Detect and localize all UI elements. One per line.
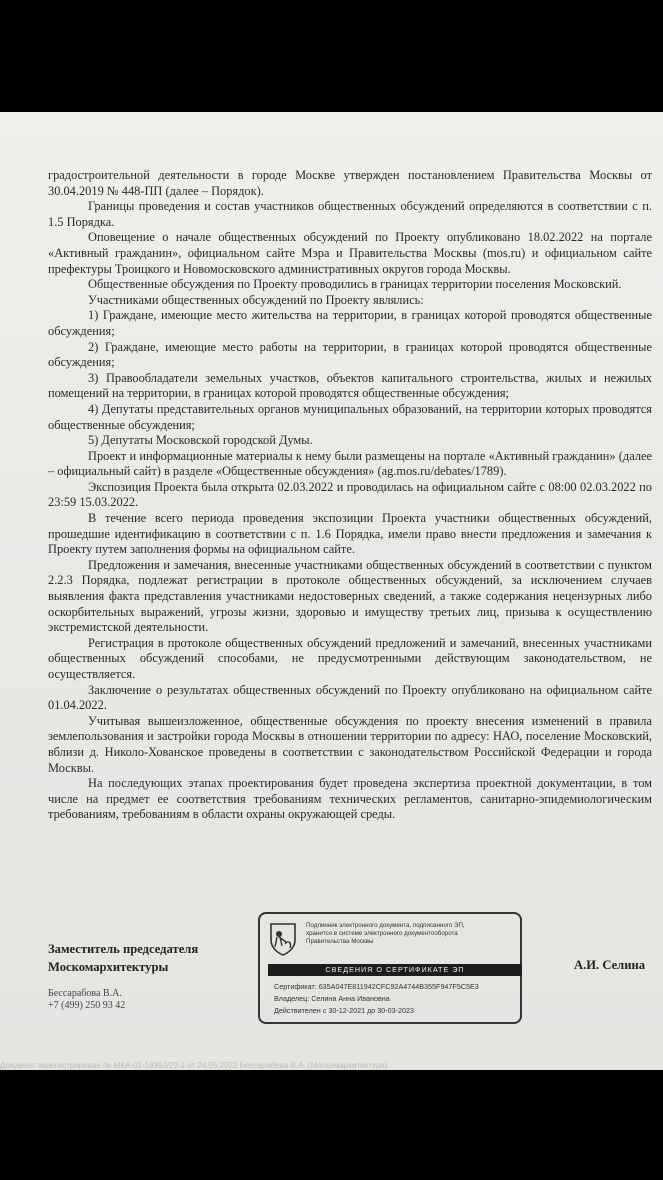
certificate-header: СВЕДЕНИЯ О СЕРТИФИКАТЕ ЭП: [268, 964, 522, 976]
paragraph: Проект и информационные материалы к нему были размещены на портале «Активный гражданин» (далее – официальный сайт) в разделе «Общественные обсуждения» (ag.mos.ru/debates/1789).: [48, 448, 652, 479]
paragraph: Экспозиция Проекта была открыта 02.03.2022 и проводилась на официальном сайте с 08:00 02.03.2022 по 23:59 15.03.2022.: [48, 479, 652, 510]
signer-organization: Москомархитектуры: [48, 960, 169, 974]
executor-name: Бессарабова В.А.: [48, 988, 122, 999]
certificate-validity: Действителен с 30-12-2021 до 30-03-2023: [274, 1006, 415, 1015]
paragraph: Участниками общественных обсуждений по Проекту являлись:: [88, 292, 424, 307]
document-page: [0, 112, 663, 1070]
paragraph: Регистрация в протоколе общественных обсуждений предложений и замечаний, внесенных участниками общественных обсуждений способами, не предусмотренными действующим законодательством, не осуществляется.: [48, 635, 652, 681]
executor-phone: +7 (499) 250 93 42: [48, 1000, 126, 1011]
signer-name: А.И. Селина: [574, 958, 646, 972]
paragraph: Учитывая вышеизложенное, общественные обсуждения по проекту внесения изменений в правила землепользования и застройки города Москвы в отношении территории по адресу: НАО, поселение Московский, вблизи д. Николо-Хованское проведены в соответствии с законодательством Российской Федерации и города Москвы.: [48, 713, 652, 775]
list-item: 2) Граждане, имеющие место работы на территории, в границах которой проводятся общественные обсуждения;: [48, 339, 652, 370]
moscow-coat-of-arms-icon: [268, 922, 298, 956]
paragraph: градостроительной деятельности в городе Москве утвержден постановлением Правительства Москвы от 30.04.2019 № 448-ПП (далее – Порядок).: [48, 168, 652, 198]
certificate-number: Сертификат: 635A047E811942CFC92A4744B355F947F5C5E3: [274, 982, 479, 991]
list-item: 1) Граждане, имеющие место жительства на территории, в границах которой проводятся общественные обсуждения;: [48, 308, 652, 338]
stamp-note: Подлинник электронного документа, подписанного ЭП, хранится в системе электронного документооборота Правительства Москвы: [306, 922, 465, 946]
paragraph: Оповещение о начале общественных обсуждений по Проекту опубликовано 18.02.2022 на портале «Активный гражданин», официальном сайте Мэра и Правительства Москвы (mos.ru) и официальном сайте префектуры Троицкого и Новомосковского административных округов города Москвы.: [48, 230, 652, 276]
document-body: [48, 168, 652, 823]
certificate-owner: Владелец: Селина Анна Ивановна: [274, 994, 390, 1003]
list-item: 3) Правообладатели земельных участков, объектов капитального строительства, жилых и нежилых помещений на территории, в границах которой проводятся общественные обсуждения;: [48, 370, 652, 401]
paragraph: Границы проведения и состав участников общественных обсуждений определяются в соответствии с п. 1.5 Порядка.: [48, 199, 652, 229]
paragraph: Заключение о результатах общественных обсуждений по Проекту опубликовано на официальном сайте 01.04.2022.: [48, 682, 652, 713]
list-item: 5) Депутаты Московской городской Думы.: [88, 433, 313, 448]
executor-info: [48, 988, 125, 1012]
paragraph: На последующих этапах проектирования будет проведена экспертиза проектной документации, в том числе на предмет ее соответствия требованиям технических регламентов, санитарно-эпидемиологическим требованиям, требованиям в области охраны окружающей среды.: [48, 776, 652, 822]
signer-position: [48, 940, 198, 976]
signer-position-line: Заместитель председателя: [48, 942, 199, 956]
paragraph: В течение всего периода проведения экспозиции Проекта участники общественных обсуждений, прошедшие идентификацию в соответствии с п. 1.6 Порядка, имели право внести предложения и замечания к Проекту путем заполнения формы на официальном сайте.: [48, 511, 652, 557]
registration-footer: Документ зарегистрирован № МКА-02-19392/22-1 от 24.05.2022 Бессарабова В.А. (Москомархитектура): [0, 1062, 388, 1070]
e-signature-stamp: [258, 912, 522, 1024]
list-item: 4) Депутаты представительных органов муниципальных образований, на территории которых проводятся общественные обсуждения;: [48, 401, 652, 432]
paragraph: Общественные обсуждения по Проекту проводились в границах территории поселения Московский.: [88, 277, 622, 292]
paragraph: Предложения и замечания, внесенные участниками общественных обсуждений в соответствии с пунктом 2.2.3 Порядка, подлежат регистрации в протоколе общественных обсуждений, за исключением случаев выявления факта представления участниками недостоверных сведений, а также содержания нецензурных либо оскорбительных выражений, угрозы жизни, здоровью и имуществу третьих лиц, призыва к осуществлению экстремистской деятельности.: [48, 557, 652, 635]
